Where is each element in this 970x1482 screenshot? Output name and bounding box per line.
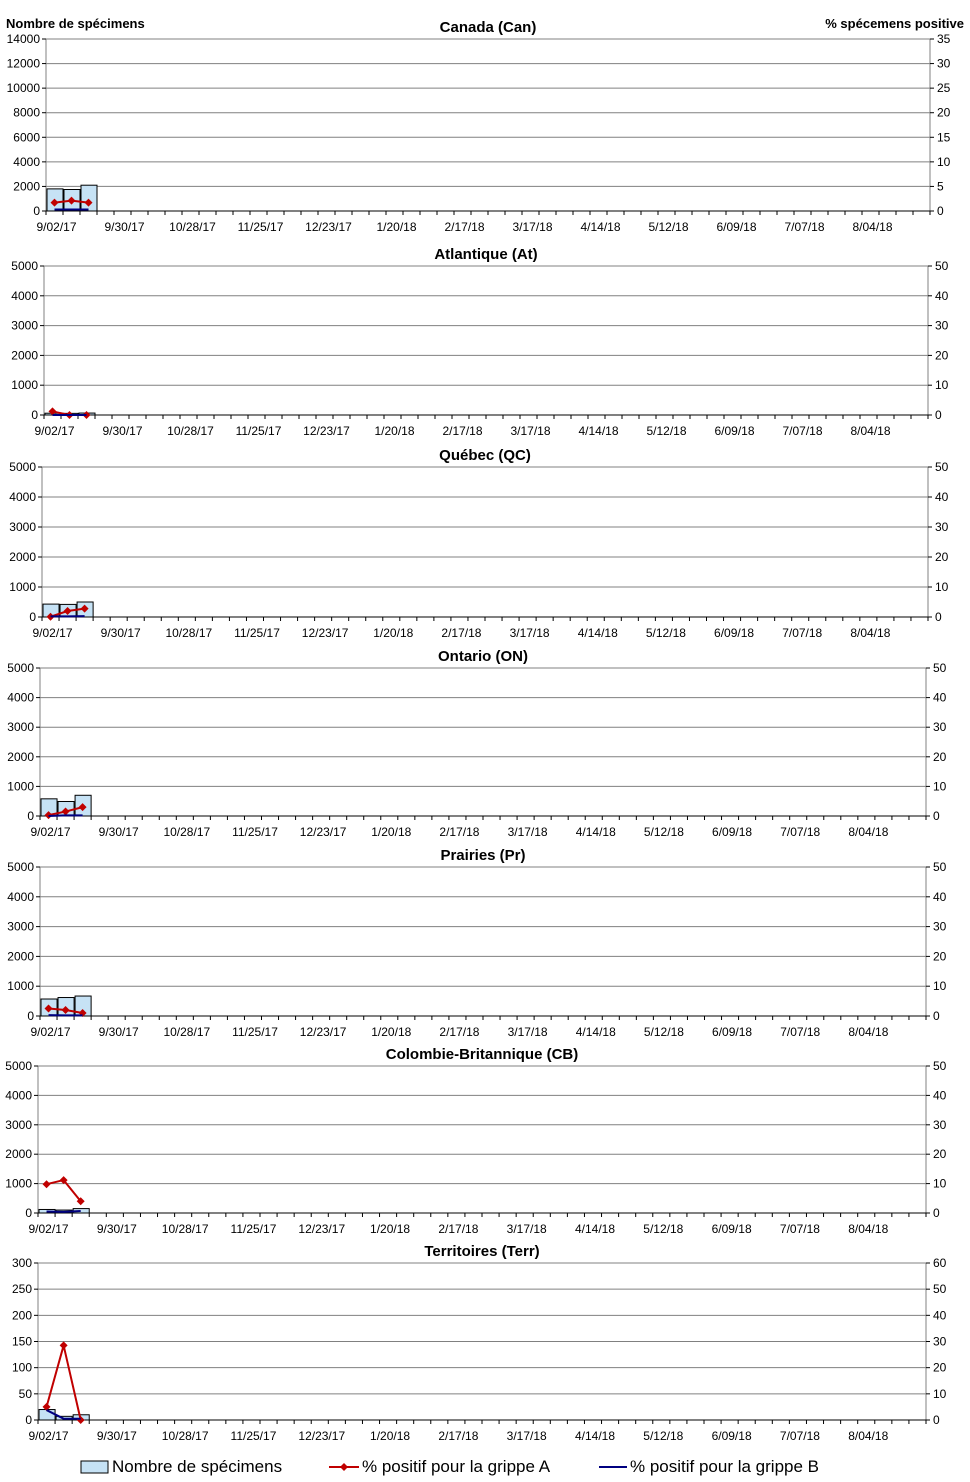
panel-1-x-tick-label: 8/04/18 (852, 220, 893, 234)
panel-6-left-tick-label: 1000 (5, 1176, 32, 1191)
panel-1-title: Canada (Can) (439, 19, 537, 36)
legend-label-bars: Nombre de spécimens (112, 1457, 283, 1476)
panel-7-x-tick-label: 7/07/18 (779, 1429, 820, 1443)
panel-4-left-tick-label: 2000 (7, 749, 34, 764)
panel-4-flu-b-line (49, 815, 83, 816)
panel-7-right-tick-label: 10 (933, 1386, 947, 1401)
panel-4-x-tick-label: 10/28/17 (163, 825, 211, 839)
panel-1-right-tick-label: 0 (937, 204, 944, 218)
panel-3-left-tick-label: 0 (29, 610, 36, 624)
panel-1-specimen-bar (81, 185, 97, 211)
legend-flu-a-swatch (328, 1460, 360, 1474)
panel-6-flu-b-line (47, 1211, 81, 1212)
panel-4-x-tick-label: 2/17/18 (439, 825, 480, 839)
panel-2-x-tick-label: 11/25/17 (235, 424, 282, 438)
panel-7-x-tick-label: 1/20/18 (370, 1429, 411, 1443)
panel-1-plot-area (46, 39, 930, 211)
panel-3-right-tick-label: 30 (935, 520, 949, 534)
panel-5-right-tick-label: 0 (933, 1009, 940, 1023)
panel-7-right-tick-label: 20 (933, 1360, 947, 1375)
legend-bar-swatch (80, 1460, 110, 1474)
panel-7-left-tick-label: 100 (11, 1360, 32, 1375)
legend (0, 1452, 970, 1482)
panel-1-right-tick-label: 5 (937, 179, 944, 194)
panel-7-left-tick-label: 300 (11, 1256, 32, 1270)
panel-6-x-tick-label: 5/12/18 (643, 1222, 684, 1236)
panel-1-left-tick-label: 12000 (6, 56, 40, 71)
panel-6-x-tick-label: 8/04/18 (848, 1222, 889, 1236)
panel-3-right-tick-label: 0 (935, 610, 942, 624)
panel-6-x-tick-label: 11/25/17 (230, 1222, 277, 1236)
panel-2-right-tick-label: 0 (935, 408, 942, 422)
panel-2-left-tick-label: 5000 (11, 259, 38, 273)
panel-6-right-tick-label: 10 (933, 1176, 947, 1191)
panel-1-x-tick-label: 1/20/18 (376, 220, 417, 234)
panel-1-right-tick-label: 35 (937, 32, 951, 46)
panel-5-x-tick-label: 4/14/18 (575, 1025, 616, 1039)
panel-1-left-tick-label: 0 (33, 204, 40, 218)
panel-3-plot-area (42, 467, 928, 617)
panel-6-x-tick-label: 9/30/17 (96, 1222, 137, 1236)
panel-1-left-tick-label: 14000 (6, 32, 40, 46)
panel-2-x-tick-label: 6/09/18 (714, 424, 755, 438)
panel-5-left-tick-label: 2000 (7, 949, 34, 964)
panel-4-right-tick-label: 50 (933, 661, 947, 675)
panel-6-x-tick-label: 10/28/17 (161, 1222, 209, 1236)
panel-1-x-tick-label: 12/23/17 (305, 220, 352, 234)
panel-2-x-tick-label: 2/17/18 (442, 424, 483, 438)
panel-2-left-tick-label: 4000 (11, 288, 38, 303)
panel-4-x-tick-label: 7/07/18 (780, 825, 821, 839)
panel-4-right-tick-label: 30 (933, 720, 947, 735)
panel-4-right-tick-label: 40 (933, 690, 947, 705)
panel-2-plot-area (44, 266, 928, 415)
panel-2-left-tick-label: 2000 (11, 348, 38, 363)
panel-3-x-tick-label: 5/12/18 (645, 626, 686, 640)
panel-5-right-tick-label: 30 (933, 919, 947, 934)
panel-4-left-tick-label: 0 (27, 809, 34, 823)
panel-3-x-tick-label: 9/30/17 (100, 626, 141, 640)
panel-2-left-tick-label: 3000 (11, 318, 38, 333)
panel-5-x-tick-label: 9/02/17 (30, 1025, 71, 1039)
panel-3-left-tick-label: 4000 (9, 490, 36, 504)
panel-1-x-tick-label: 5/12/18 (648, 220, 689, 234)
panel-3-right-tick-label: 10 (935, 580, 949, 594)
panel-7-right-tick-label: 30 (933, 1334, 947, 1349)
panel-4-right-tick-label: 20 (933, 749, 947, 764)
panel-7-right-tick-label: 50 (933, 1282, 947, 1297)
panel-6-x-tick-label: 7/07/18 (779, 1222, 820, 1236)
panel-5-left-tick-label: 3000 (7, 919, 34, 934)
panel-6-left-tick-label: 4000 (5, 1088, 32, 1103)
panel-2-x-tick-label: 7/07/18 (782, 424, 823, 438)
panel-3-right-tick-label: 40 (935, 490, 949, 504)
panel-1-right-tick-label: 15 (937, 130, 951, 145)
panel-6-x-tick-label: 6/09/18 (711, 1222, 752, 1236)
panel-6-right-tick-label: 30 (933, 1117, 947, 1132)
panel-7-left-tick-label: 250 (11, 1282, 32, 1297)
panel-7-x-tick-label: 9/30/17 (96, 1429, 137, 1443)
panel-1-left-tick-label: 2000 (13, 179, 40, 194)
panel-4-right-tick-label: 0 (933, 809, 940, 823)
panel-4-x-tick-label: 6/09/18 (712, 825, 753, 839)
panel-5-plot-area (40, 867, 926, 1016)
panel-3-left-tick-label: 3000 (9, 520, 36, 534)
panel-6-x-tick-label: 12/23/17 (298, 1222, 346, 1236)
panel-4-x-tick-label: 8/04/18 (848, 825, 889, 839)
panel-1-x-tick-label: 9/02/17 (36, 220, 77, 234)
panel-4-plot-area (40, 668, 926, 816)
panel-7-x-tick-label: 10/28/17 (161, 1429, 209, 1443)
panel-1-right-tick-label: 10 (937, 154, 951, 169)
panel-5-x-tick-label: 3/17/18 (507, 1025, 548, 1039)
panel-6-right-tick-label: 20 (933, 1147, 947, 1162)
panel-4-x-tick-label: 1/20/18 (371, 825, 412, 839)
legend-label-flu-a: % positif pour la grippe A (362, 1457, 551, 1476)
panel-5-x-tick-label: 1/20/18 (371, 1025, 412, 1039)
panel-5-left-tick-label: 0 (27, 1009, 34, 1023)
panel-2-x-tick-label: 9/02/17 (34, 424, 75, 438)
panel-3-right-tick-label: 50 (935, 460, 949, 474)
panel-2-x-tick-label: 4/14/18 (578, 424, 619, 438)
panel-2-right-tick-label: 30 (935, 318, 949, 333)
panel-5-right-tick-label: 50 (933, 860, 947, 874)
panel-1-x-tick-label: 9/30/17 (104, 220, 145, 234)
panel-5-left-tick-label: 1000 (7, 979, 34, 994)
panel-6-right-tick-label: 50 (933, 1059, 947, 1073)
panel-7-left-tick-label: 50 (18, 1386, 32, 1401)
panel-2-x-tick-label: 3/17/18 (510, 424, 551, 438)
legend-flu-b-swatch (598, 1460, 628, 1474)
panel-2-left-tick-label: 0 (31, 408, 38, 422)
panel-3-x-tick-label: 12/23/17 (301, 626, 349, 640)
panel-5-title: Prairies (Pr) (440, 847, 526, 864)
panel-6-x-tick-label: 4/14/18 (574, 1222, 616, 1236)
panel-1-right-tick-label: 25 (937, 81, 951, 96)
panel-3-x-tick-label: 9/02/17 (32, 626, 73, 640)
panel-3-x-tick-label: 4/14/18 (577, 626, 618, 640)
panel-3-x-tick-label: 2/17/18 (441, 626, 482, 640)
panel-6-right-tick-label: 40 (933, 1088, 947, 1103)
panel-4-x-tick-label: 11/25/17 (232, 825, 278, 839)
panel-1-x-tick-label: 2/17/18 (444, 220, 485, 234)
panel-2-x-tick-label: 1/20/18 (374, 424, 415, 438)
panel-2-x-tick-label: 10/28/17 (167, 424, 214, 438)
panel-5-x-tick-label: 9/30/17 (98, 1025, 139, 1039)
legend-label-flu-b: % positif pour la grippe B (630, 1457, 819, 1476)
panel-5-x-tick-label: 2/17/18 (439, 1025, 480, 1039)
panel-7-x-tick-label: 11/25/17 (230, 1429, 277, 1443)
legend-item-bars (80, 1456, 282, 1478)
panel-1-x-tick-label: 7/07/18 (784, 220, 825, 234)
panel-1-right-tick-label: 20 (937, 105, 951, 120)
panel-6-right-tick-label: 0 (933, 1206, 940, 1220)
panel-7-x-tick-label: 3/17/18 (506, 1429, 547, 1443)
panel-6-left-tick-label: 0 (25, 1206, 32, 1220)
panel-7-x-tick-label: 6/09/18 (711, 1429, 752, 1443)
panel-5-x-tick-label: 5/12/18 (643, 1025, 684, 1039)
panel-2-right-tick-label: 50 (935, 259, 949, 273)
panel-2-x-tick-label: 5/12/18 (646, 424, 687, 438)
legend-item-flu-a (328, 1456, 550, 1478)
panel-2-right-tick-label: 20 (935, 348, 949, 363)
panel-5-x-tick-label: 12/23/17 (299, 1025, 347, 1039)
panel-7-left-tick-label: 200 (11, 1308, 32, 1323)
panel-6-left-tick-label: 3000 (5, 1117, 32, 1132)
panel-2-x-tick-label: 12/23/17 (303, 424, 350, 438)
panel-3-x-tick-label: 1/20/18 (373, 626, 414, 640)
panel-6-plot-area (38, 1066, 926, 1213)
panel-1-left-tick-label: 8000 (13, 105, 40, 120)
panel-4-x-tick-label: 5/12/18 (643, 825, 684, 839)
panel-4-x-tick-label: 3/17/18 (507, 825, 548, 839)
panel-7-x-tick-label: 2/17/18 (438, 1429, 479, 1443)
panel-7-x-tick-label: 9/02/17 (28, 1429, 69, 1443)
panel-6-left-tick-label: 2000 (5, 1147, 32, 1162)
panel-4-title: Ontario (ON) (438, 648, 528, 665)
panel-2-x-tick-label: 9/30/17 (102, 424, 143, 438)
panel-3-x-tick-label: 6/09/18 (714, 626, 755, 640)
panel-3-x-tick-label: 11/25/17 (234, 626, 280, 640)
panel-2-left-tick-label: 1000 (11, 378, 38, 393)
panel-4-x-tick-label: 9/02/17 (30, 825, 71, 839)
panel-1-left-tick-label: 4000 (13, 154, 40, 169)
panel-7-right-tick-label: 60 (933, 1256, 947, 1270)
panel-6-title: Colombie-Britannique (CB) (385, 1046, 579, 1063)
panel-4-left-tick-label: 3000 (7, 720, 34, 735)
panel-3-x-tick-label: 7/07/18 (782, 626, 823, 640)
panel-1-x-tick-label: 6/09/18 (716, 220, 757, 234)
panel-7-right-tick-label: 40 (933, 1308, 947, 1323)
panel-1-right-tick-label: 30 (937, 56, 951, 71)
panel-7-x-tick-label: 8/04/18 (848, 1429, 889, 1443)
panel-5-right-tick-label: 10 (933, 979, 947, 994)
panel-3-left-tick-label: 1000 (9, 580, 36, 594)
panel-1-left-tick-label: 6000 (13, 130, 40, 145)
panel-4-left-tick-label: 1000 (7, 779, 34, 794)
panel-5-x-tick-label: 11/25/17 (232, 1025, 278, 1039)
panel-1-x-tick-label: 11/25/17 (237, 220, 284, 234)
panel-6-left-tick-label: 5000 (5, 1059, 32, 1073)
panel-2-title: Atlantique (At) (434, 246, 538, 263)
panel-5-x-tick-label: 6/09/18 (712, 1025, 753, 1039)
left-axis-title: Nombre de spécimens (6, 16, 145, 31)
panel-3-x-tick-label: 3/17/18 (509, 626, 550, 640)
panel-2-right-tick-label: 40 (935, 288, 949, 303)
panel-7-x-tick-label: 12/23/17 (298, 1429, 346, 1443)
panel-2-x-tick-label: 8/04/18 (850, 424, 891, 438)
panel-3-right-tick-label: 20 (935, 550, 949, 564)
panel-1-x-tick-label: 3/17/18 (512, 220, 553, 234)
panel-4-x-tick-label: 12/23/17 (299, 825, 347, 839)
panel-5-left-tick-label: 4000 (7, 889, 34, 904)
panel-5-x-tick-label: 8/04/18 (848, 1025, 889, 1039)
panel-7-right-tick-label: 0 (933, 1413, 940, 1427)
panel-5-right-tick-label: 40 (933, 889, 947, 904)
panel-7-left-tick-label: 0 (25, 1413, 32, 1427)
panel-5-right-tick-label: 20 (933, 949, 947, 964)
panel-7-x-tick-label: 4/14/18 (574, 1429, 616, 1443)
right-axis-title: % spécemens positive (825, 16, 964, 31)
legend-item-flu-b (598, 1456, 819, 1478)
panel-5-x-tick-label: 7/07/18 (780, 1025, 821, 1039)
panel-3-left-tick-label: 5000 (9, 460, 36, 474)
panel-7-left-tick-label: 150 (11, 1334, 32, 1349)
panel-4-right-tick-label: 10 (933, 779, 947, 794)
panel-6-x-tick-label: 2/17/18 (438, 1222, 479, 1236)
panel-4-x-tick-label: 4/14/18 (575, 825, 616, 839)
panel-4-left-tick-label: 4000 (7, 690, 34, 705)
panel-7-x-tick-label: 5/12/18 (643, 1429, 684, 1443)
panel-6-x-tick-label: 3/17/18 (506, 1222, 547, 1236)
panel-3-x-tick-label: 10/28/17 (165, 626, 213, 640)
panel-4-x-tick-label: 9/30/17 (98, 825, 139, 839)
panel-6-x-tick-label: 1/20/18 (370, 1222, 411, 1236)
panel-3-x-tick-label: 8/04/18 (850, 626, 891, 640)
panel-1-x-tick-label: 4/14/18 (580, 220, 621, 234)
panel-1-left-tick-label: 10000 (6, 81, 40, 96)
panel-2-right-tick-label: 10 (935, 378, 949, 393)
panel-3-title: Québec (QC) (439, 447, 531, 464)
panel-3-left-tick-label: 2000 (9, 550, 36, 564)
panel-5-x-tick-label: 10/28/17 (163, 1025, 211, 1039)
panel-6-x-tick-label: 9/02/17 (28, 1222, 69, 1236)
panel-7-title: Territoires (Terr) (424, 1243, 540, 1260)
panel-4-left-tick-label: 5000 (7, 661, 34, 675)
panel-5-left-tick-label: 5000 (7, 860, 34, 874)
panel-1-x-tick-label: 10/28/17 (169, 220, 216, 234)
